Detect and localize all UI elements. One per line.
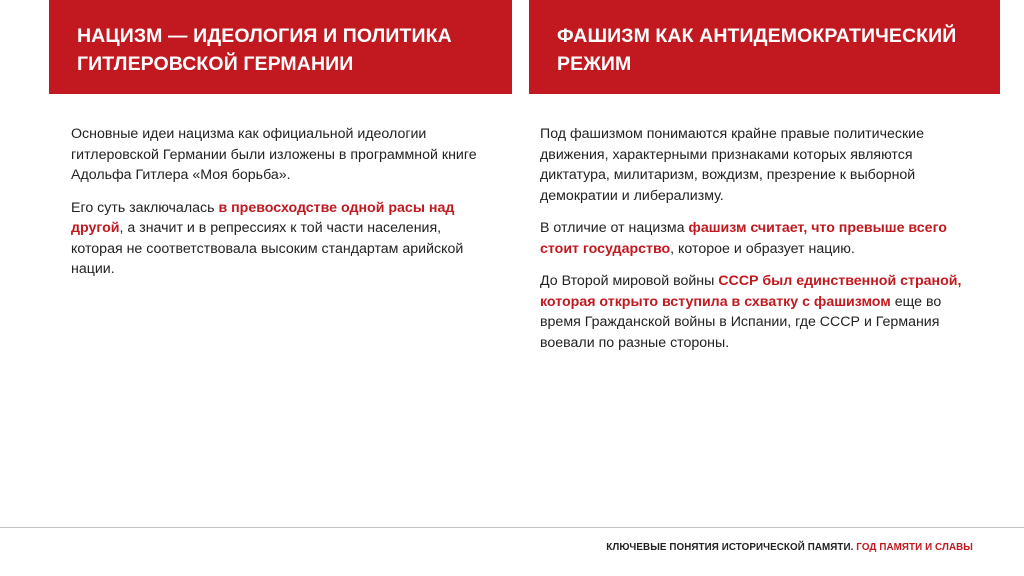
right-title (557, 22, 976, 78)
right-header-banner (529, 0, 1000, 94)
right-title-line2: РЕЖИМ (557, 53, 632, 75)
right-paragraph-3 (540, 271, 970, 353)
left-p2-text-a: Его суть заключалась (71, 199, 219, 216)
left-paragraph-2 (71, 198, 491, 280)
footer-main-text: КЛЮЧЕВЫЕ ПОНЯТИЯ ИСТОРИЧЕСКОЙ ПАМЯТИ. (606, 542, 854, 553)
footer-caption (606, 542, 973, 553)
right-p3-text-a: До Второй мировой войны (540, 273, 719, 289)
left-p2-text-b: , а значит и в репрессиях к той части населения, которая не соответствовала высоким стандартам арийской нации. (71, 220, 464, 277)
left-text-column (71, 124, 491, 292)
footer-accent-text: ГОД ПАМЯТИ И СЛАВЫ (856, 542, 973, 553)
left-p2-highlight: в превосходстве одной расы над другой (71, 199, 455, 236)
right-title-line1: ФАШИЗМ КАК АНТИДЕМОКРАТИЧЕСКИЙ (557, 25, 957, 47)
right-p2-text-a: В отличие от нацизма (540, 220, 689, 236)
left-title-line2: ГИТЛЕРОВСКОЙ ГЕРМАНИИ (77, 53, 354, 75)
left-title-line1: НАЦИЗМ — ИДЕОЛОГИЯ И ПОЛИТИКА (77, 25, 452, 47)
right-p2-text-b: , которое и образует нацию. (670, 240, 855, 257)
right-p3-text-b: еще во время Гражданской войны в Испании, где СССР и Германия воевали по разные стороны. (540, 293, 942, 351)
left-header-banner (49, 0, 512, 94)
right-text-column (540, 124, 970, 365)
right-p3-highlight: СССР был единственной страной, которая открыто вступила в схватку с фашизмом (540, 273, 962, 310)
footer-divider (0, 527, 1024, 528)
right-paragraph-1: Под фашизмом понимаются крайне правые политические движения, характерными признаками которых являются диктатура, милитаризм, вождизм, презрение к выборной демократии и либерализму. (540, 126, 924, 204)
right-p2-highlight: фашизм считает, что превыше всего стоит государство (540, 220, 947, 257)
left-title (77, 22, 488, 78)
left-paragraph-1: Основные идеи нацизма как официальной идеологии гитлеровской Германии были изложены в программной книге Адольфа Гитлера «Моя борьба». (71, 126, 477, 183)
right-paragraph-2 (540, 218, 970, 259)
